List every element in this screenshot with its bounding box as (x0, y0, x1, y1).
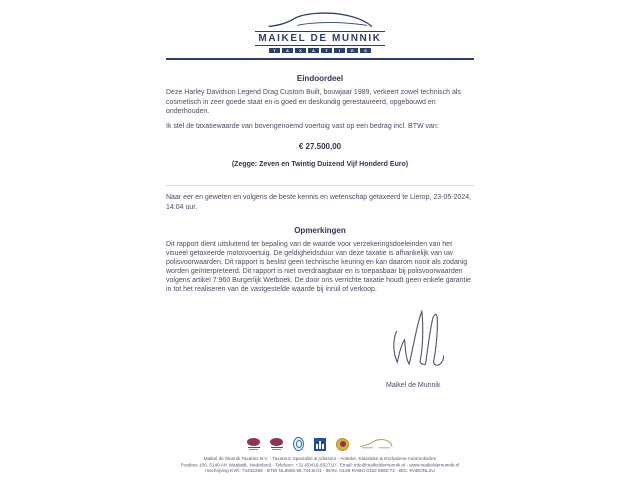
report-body (166, 74, 474, 389)
taxaties-letter: E (347, 48, 358, 53)
taxaties-letter: I (334, 48, 345, 53)
taxaties-letter: X (295, 48, 306, 53)
fehac-badge-icon (293, 437, 304, 451)
verdict-paragraph: Deze Harley Davidson Legend Drag Custom Built, bouwjaar 1989, verkeert zowel technisch als cosmetisch in zeer goede staat en is goed en deskundig gerestaureerd, opgebouwd en onderhouden. (166, 89, 461, 115)
car-silhouette-icon (264, 11, 376, 28)
classic-car-club-badge-icon (247, 438, 260, 451)
amount-in-words: (Zegge: Zeven en Twintig Duizend Vijf Honderd Euro) (231, 161, 409, 168)
gold-seal-badge-icon (336, 438, 349, 451)
footer-contact (70, 456, 569, 474)
classic-car-club-badge-icon (270, 438, 283, 451)
taxaties-letter: A (282, 48, 293, 53)
footer-line-address: Postbus 106, 5140 AH Waalwijk, Nederland - Telefoon: +31-(0)416-652710 - Email: info@maikeldemunnik.nl - www.maikeldemunnik.nl (180, 462, 460, 467)
remarks-heading: Opmerkingen (294, 226, 346, 235)
taxaties-letter: A (308, 48, 319, 53)
logo-taxaties (0, 48, 640, 53)
brand-name: MAIKEL DE MUNNIK (255, 31, 384, 46)
vrt-badge-icon (314, 438, 326, 451)
verdict-heading: Eindoordeel (296, 74, 344, 83)
section-divider (166, 185, 474, 186)
valuation-amount: € 27.500,00 (298, 142, 342, 151)
footer-badges (0, 437, 640, 451)
footer-line-registration: Inschrijving KVK: 74432265 - BTW NL8558.96.734.B.01 - IBAN: NL58 RABO 0152 6560 72 - BIC: RABONL2U (205, 468, 435, 473)
letterhead (0, 0, 640, 60)
automobile-club-badge-icon (359, 438, 393, 450)
taxaties-letter: T (269, 48, 280, 53)
signature-block (386, 307, 466, 389)
valuation-statement: Ik stel de taxatiewaarde van bovengenoemd voertuig vast op een bedrag incl. BTW van: (166, 122, 439, 130)
footer-line-company: Maikel de Munnik Taxaties B.V. - Taxateur, Specialist & Adviseur - Antieke, Klassieke & Exclusieve Automobielen (203, 456, 437, 462)
signatory-name: Maikel de Munnik (386, 382, 441, 389)
header-rule (166, 58, 474, 60)
signature-scribble (388, 307, 452, 375)
taxaties-letter: S (360, 48, 371, 53)
taxaties-letter: T (321, 48, 332, 53)
attestation-text: Naar eer en geweten en volgens de beste kennis en wetenschap getaxeerd te Lierop, 23-05-2024, 14:04 uur. (166, 194, 472, 211)
remarks-text: Dit rapport dient uitsluitend ter bepaling van de waarde voor verzekeringsdoeleinden van het visueel getaxeerde motorvoertuig. De geldigheidsduur van deze taxatie is afhankelijk van uw polisvoorwaarden. Dit rapport is beslist geen technische keuring en kan daarom nooit als zodanig worden geïnterpreteerd. Dit rapport is niet overdraagbaar en is toepasbaar bij polisvoorwaarden volgens artikel 7:960 Burgerlijk Wetboek. De door ons verrichte taxatie houdt geen enkele garantie in tot het realiseren van de vastgestelde waarde bij inruil of verkoop. (166, 241, 471, 293)
